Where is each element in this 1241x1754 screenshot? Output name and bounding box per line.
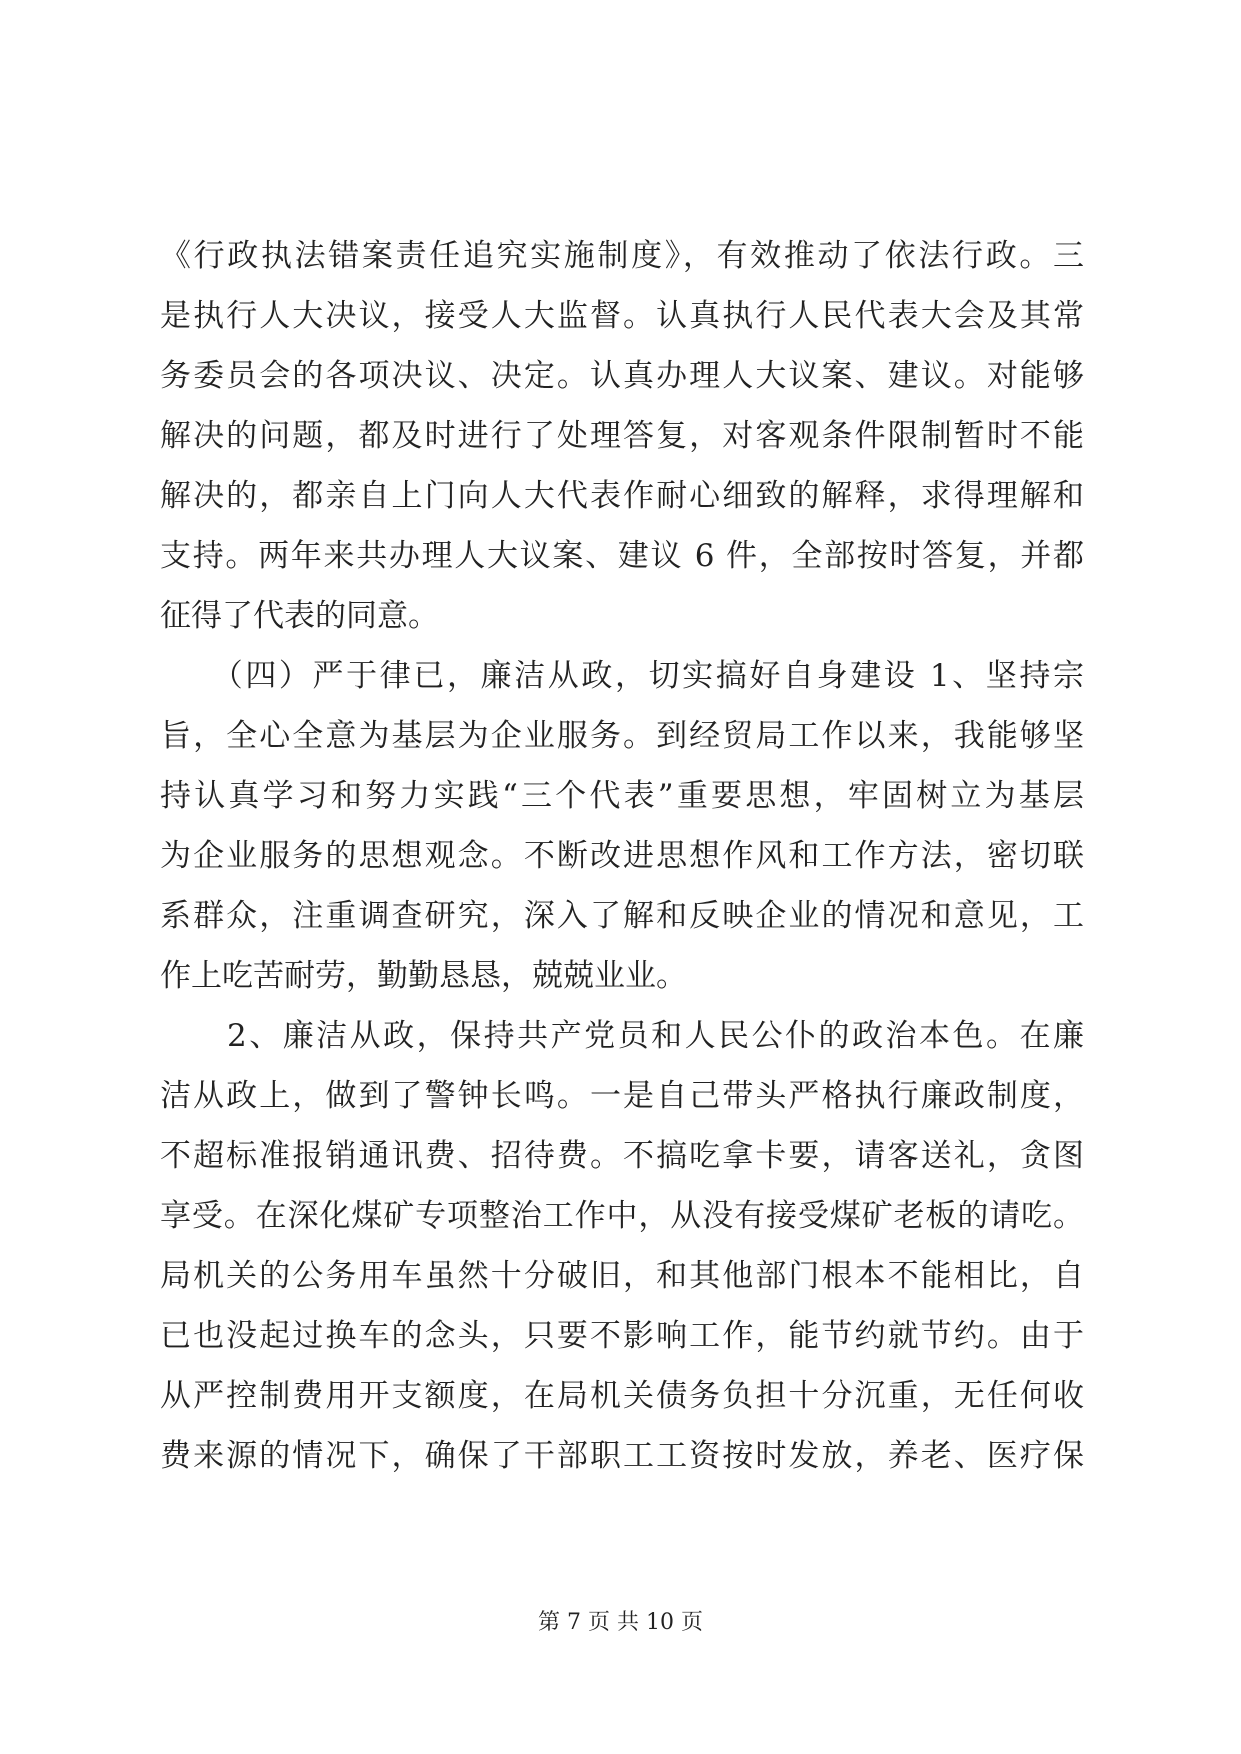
text-line: （四）严于律已，廉洁从政，切实搞好自身建设 1、坚持宗 xyxy=(160,658,1084,694)
page-footer: 第 7 页 共 10 页 xyxy=(538,1610,703,1635)
text-line: 是执行人大决议，接受人大监督。认真执行人民代表大会及其常 xyxy=(160,298,1084,334)
text-line: 费来源的情况下，确保了干部职工工资按时发放，养老、医疗保 xyxy=(160,1438,1084,1474)
text-line: 洁从政上，做到了警钟长鸣。一是自己带头严格执行廉政制度， xyxy=(160,1078,1084,1114)
text-line: 作上吃苦耐劳，勤勤恳恳，兢兢业业。 xyxy=(160,958,687,994)
text-line: 解决的，都亲自上门向人大代表作耐心细致的解释，求得理解和 xyxy=(160,478,1084,514)
text-line: 已也没起过换车的念头，只要不影响工作，能节约就节约。由于 xyxy=(160,1318,1084,1354)
text-line: 享受。在深化煤矿专项整治工作中，从没有接受煤矿老板的请吃。 xyxy=(160,1198,1084,1234)
text-line: 征得了代表的同意。 xyxy=(160,598,439,634)
text-line: 不超标准报销通讯费、招待费。不搞吃拿卡要，请客送礼，贪图 xyxy=(160,1138,1084,1174)
text-line: 务委员会的各项决议、决定。认真办理人大议案、建议。对能够 xyxy=(160,358,1084,394)
text-line: 《行政执法错案责任追究实施制度》，有效推动了依法行政。三 xyxy=(160,238,1084,274)
text-line: 系群众，注重调查研究，深入了解和反映企业的情况和意见，工 xyxy=(160,898,1084,934)
text-line: 支持。两年来共办理人大议案、建议 6 件，全部按时答复，并都 xyxy=(160,538,1084,574)
text-line: 为企业服务的思想观念。不断改进思想作风和工作方法，密切联 xyxy=(160,838,1084,874)
document-body xyxy=(160,226,1084,1486)
text-line: 2、廉洁从政，保持共产党员和人民公仆的政治本色。在廉 xyxy=(160,1018,1084,1054)
text-line: 解决的问题，都及时进行了处理答复，对客观条件限制暂时不能 xyxy=(160,418,1084,454)
text-line: 从严控制费用开支额度，在局机关债务负担十分沉重，无任何收 xyxy=(160,1378,1084,1414)
text-line: 局机关的公务用车虽然十分破旧，和其他部门根本不能相比，自 xyxy=(160,1258,1084,1294)
text-line: 持认真学习和努力实践“三个代表”重要思想，牢固树立为基层 xyxy=(160,778,1084,814)
text-line: 旨，全心全意为基层为企业服务。到经贸局工作以来，我能够坚 xyxy=(160,718,1084,754)
